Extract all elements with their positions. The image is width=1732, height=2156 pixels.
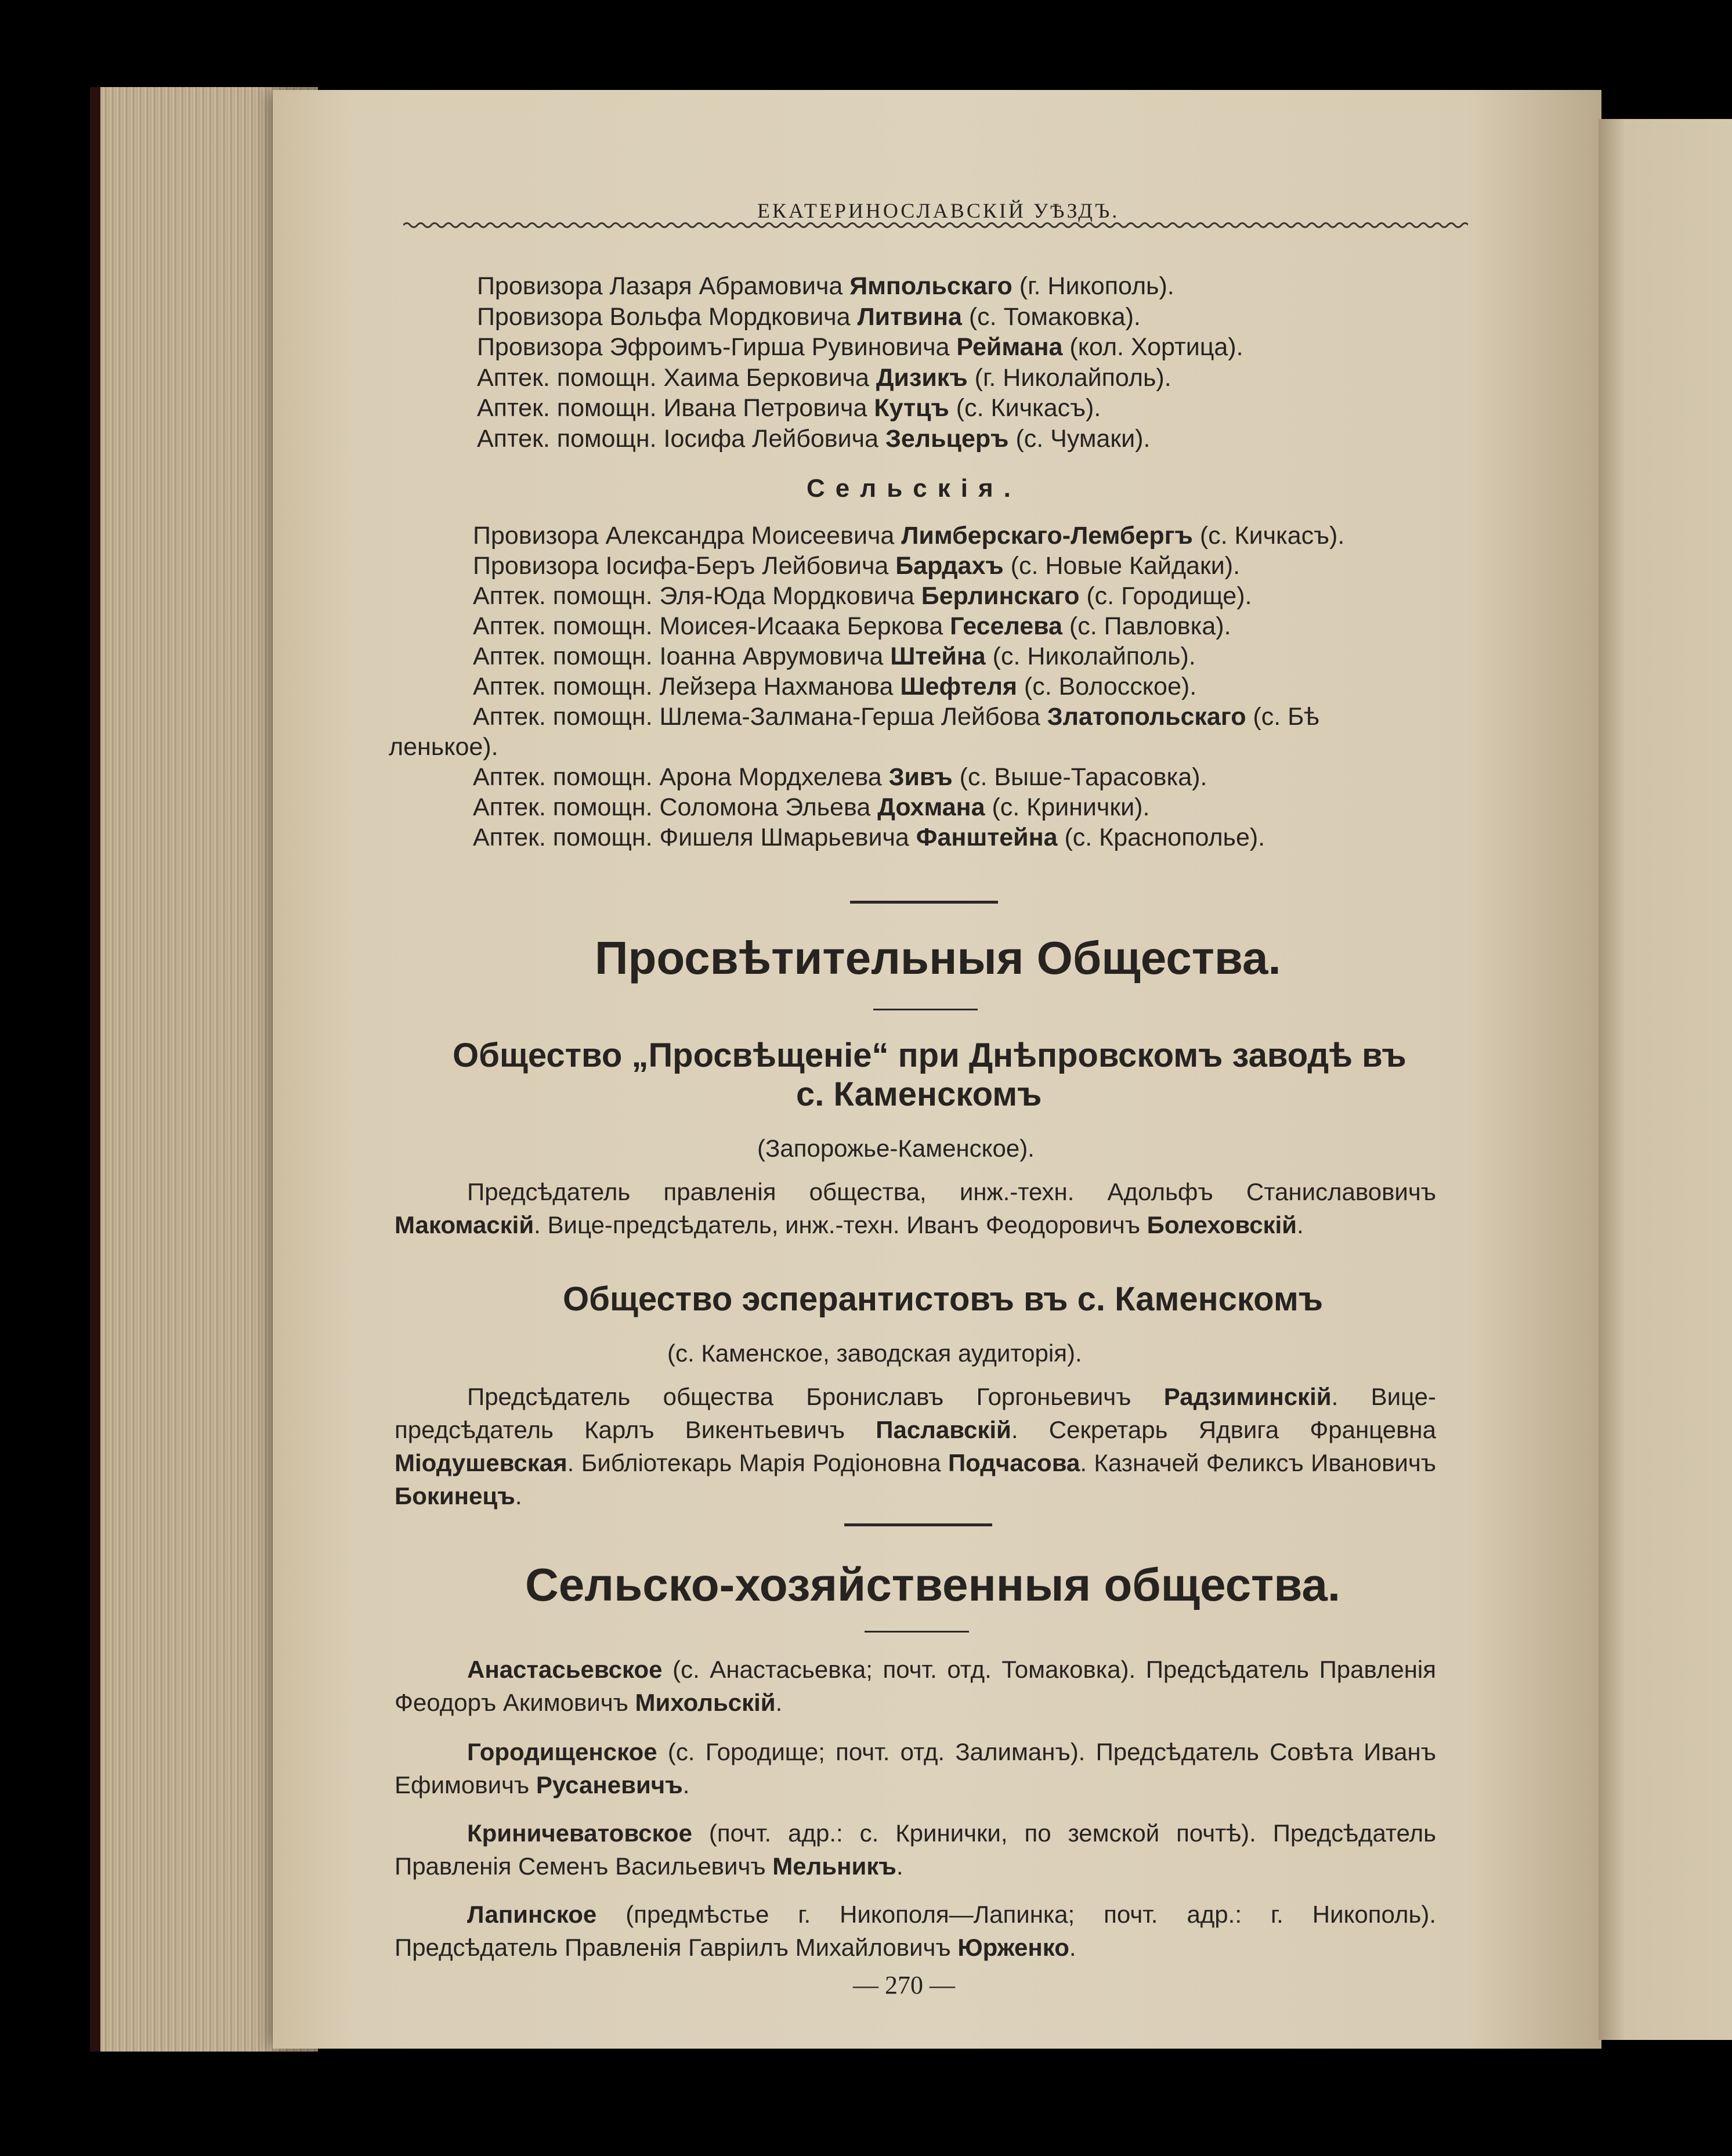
person-surname: Златопольскаго bbox=[1047, 703, 1246, 731]
entry-location: (с. Томаковка). bbox=[961, 302, 1141, 331]
list-item bbox=[473, 642, 1196, 671]
list-item bbox=[477, 272, 1174, 301]
section-title-educational: Просвѣтительныя Общества. bbox=[595, 932, 1281, 984]
person-name: Радзиминскій bbox=[1163, 1383, 1332, 1410]
facing-page bbox=[1599, 119, 1732, 2040]
header-wavy-rule bbox=[403, 219, 1468, 231]
society-location: (с. Каменское, заводская аудиторія). bbox=[667, 1339, 1082, 1367]
person-surname: Михольскій bbox=[635, 1689, 776, 1716]
entry-title: Аптек. помощн. Іоанна Аврумовича bbox=[473, 642, 891, 670]
entry-location: (с. Краснополье). bbox=[1057, 824, 1265, 851]
page-number: — 270 — bbox=[853, 1971, 955, 1999]
entry-location: (с. Городище). bbox=[1079, 582, 1252, 610]
person-surname: Зивъ bbox=[888, 763, 953, 791]
entry-title: Аптек. помощн. Ивана Петровича bbox=[477, 394, 874, 422]
list-item bbox=[473, 793, 1149, 822]
society-name: Криничеватовское bbox=[467, 1819, 692, 1847]
entry-title: ленькое). bbox=[389, 733, 498, 761]
text: . Казначей Феликсъ Ивановичъ bbox=[1080, 1449, 1437, 1476]
entry-location: (с. Выше-Тарасовка). bbox=[952, 763, 1207, 791]
list-item bbox=[473, 582, 1252, 611]
text: . bbox=[515, 1482, 522, 1509]
person-surname: Зельцеръ bbox=[885, 424, 1009, 453]
entry-title: Аптек. помощн. Шлема-Залмана-Герша Лейбова bbox=[473, 703, 1047, 731]
text: . bbox=[682, 1771, 690, 1799]
agri-society-entry bbox=[395, 1653, 1436, 1719]
divider-rule bbox=[850, 901, 998, 904]
entry-location: (кол. Хортица). bbox=[1062, 333, 1243, 361]
list-item bbox=[473, 612, 1231, 641]
entry-location: (г. Никополь). bbox=[1012, 272, 1174, 300]
text: . bbox=[775, 1689, 783, 1716]
list-item bbox=[473, 551, 1240, 580]
entry-location: (с. Кринички). bbox=[985, 793, 1150, 821]
entry-title: Аптек. помощн. Хаима Берковича bbox=[477, 363, 876, 392]
entry-title: Аптек. помощн. Соломона Эльева bbox=[473, 793, 878, 821]
entry-location: (с. Кичкасъ). bbox=[949, 394, 1101, 422]
list-item bbox=[477, 302, 1141, 331]
person-surname: Дохмана bbox=[877, 793, 985, 821]
society-title-line1: Общество „Просвѣщеніе“ при Днѣпровскомъ заводѣ въ bbox=[453, 1037, 1406, 1074]
entry-title: Провизора Вольфа Мордковича bbox=[477, 302, 858, 331]
entry-title: Провизора Лазаря Абрамовича bbox=[477, 272, 850, 300]
society-title: Общество эсперантистовъ въ с. Каменскомъ bbox=[563, 1280, 1324, 1318]
entry-title: Аптек. помощн. Фишеля Шмарьевича bbox=[473, 824, 916, 851]
divider-rule bbox=[873, 1009, 978, 1010]
entry-location: (с. Бѣ bbox=[1246, 703, 1319, 731]
person-surname: Бардахъ bbox=[895, 552, 1004, 580]
person-surname: Кутцъ bbox=[874, 394, 949, 422]
list-item bbox=[389, 732, 498, 761]
society-details: (почт. адр.: с. Кринички, по земской почтѣ). Предсѣдатель Правленія Семенъ Васильевичъ bbox=[395, 1819, 1436, 1880]
person-name: Паславскій bbox=[876, 1416, 1011, 1443]
person-surname: Шефтеля bbox=[900, 673, 1017, 700]
text: Предсѣдатель правленія общества, инж.-техн. Адольфъ Станиславовичъ bbox=[467, 1178, 1436, 1205]
society-title-line2: с. Каменскомъ bbox=[796, 1075, 1042, 1113]
list-item bbox=[473, 521, 1344, 550]
person-name: Бокинецъ bbox=[395, 1482, 515, 1509]
entry-title: Провизора Александра Моисеевича bbox=[473, 522, 902, 550]
running-head: ЕКАТЕРИНОСЛАВСКІЙ УѢЗДЪ. bbox=[757, 199, 1120, 222]
list-item bbox=[477, 424, 1150, 453]
list-item bbox=[473, 763, 1207, 792]
person-surname: Дизикъ bbox=[876, 363, 968, 392]
person-name: Міодушевская bbox=[395, 1449, 567, 1476]
society-name: Анастасьевское bbox=[467, 1656, 663, 1683]
person-surname: Фанштейна bbox=[916, 824, 1058, 851]
entry-location: (с. Павловка). bbox=[1062, 612, 1231, 640]
society-name: Лапинское bbox=[467, 1901, 597, 1928]
entry-location: (с. Николайполь). bbox=[985, 642, 1196, 670]
entry-location: (г. Николайполь). bbox=[967, 363, 1171, 392]
list-item bbox=[473, 823, 1265, 852]
person-surname: Лимберскаго-Лембергъ bbox=[901, 522, 1193, 550]
person-surname: Штейна bbox=[890, 642, 986, 670]
society-details: (предмѣстье г. Никополя—Лапинка; почт. адр.: г. Никополь). Предсѣдатель Правленія Гавріилъ Михайловичъ bbox=[395, 1901, 1436, 1961]
entry-title: Аптек. помощн. Іосифа Лейбовича bbox=[477, 424, 885, 453]
text: . bbox=[896, 1852, 903, 1880]
person-name: Макомаскій bbox=[395, 1211, 534, 1238]
text: . bbox=[1069, 1934, 1076, 1961]
entry-title: Провизора Іосифа-Беръ Лейбовича bbox=[473, 552, 896, 580]
person-surname: Мельникъ bbox=[772, 1852, 896, 1880]
text: . Вице-предсѣдатель, инж.-техн. Иванъ Феодоровичъ bbox=[534, 1211, 1147, 1238]
agri-society-entry bbox=[395, 1898, 1436, 1964]
rural-heading: Сельскія. bbox=[807, 474, 1021, 503]
section-title-agricultural: Сельско-хозяйственныя общества. bbox=[525, 1559, 1341, 1610]
person-surname: Русаневичъ bbox=[536, 1771, 683, 1799]
agri-society-entry bbox=[395, 1816, 1436, 1883]
list-item bbox=[477, 333, 1243, 362]
entry-location: (с. Кичкасъ). bbox=[1192, 522, 1345, 550]
text: Предсѣдатель общества Брониславъ Горгоньевичъ bbox=[467, 1383, 1164, 1410]
society-details: (с. Городище; почт. отд. Залиманъ). Предсѣдатель Совѣта Иванъ Ефимовичъ bbox=[395, 1738, 1436, 1799]
entry-location: (с. Новые Кайдаки). bbox=[1003, 552, 1241, 580]
entry-title: Аптек. помощн. Эля-Юда Мордковича bbox=[473, 582, 921, 610]
society-name: Городищенское bbox=[467, 1738, 657, 1765]
text: . Секретарь Ядвига Францевна bbox=[1011, 1416, 1436, 1443]
person-surname: Литвина bbox=[857, 302, 962, 331]
person-surname: Ямпольскаго bbox=[849, 272, 1013, 300]
entry-title: Аптек. помощн. Арона Мордхелева bbox=[473, 763, 889, 791]
entry-title: Аптек. помощн. Лейзера Нахманова bbox=[473, 673, 901, 700]
entry-location: (с. Чумаки). bbox=[1008, 424, 1151, 453]
person-name: Болеховскій bbox=[1147, 1211, 1297, 1238]
person-surname: Реймана bbox=[956, 333, 1063, 361]
list-item bbox=[473, 702, 1319, 731]
list-item bbox=[477, 363, 1171, 392]
divider-rule bbox=[865, 1631, 969, 1633]
entry-location: (с. Волосское). bbox=[1017, 673, 1197, 700]
agri-society-entry bbox=[395, 1735, 1436, 1801]
society-details: (с. Анастасьевка; почт. отд. Томаковка). Предсѣдатель Правленія Феодоръ Акимовичъ bbox=[395, 1656, 1436, 1716]
text: . bbox=[1296, 1211, 1304, 1238]
entry-title: Провизора Эфроимъ-Гирша Рувиновича bbox=[477, 333, 957, 361]
text: . Вице-предсѣдатель Карлъ Викентьевичъ bbox=[395, 1383, 1436, 1443]
entry-title: Аптек. помощн. Моисея-Исаака Беркова bbox=[473, 612, 950, 640]
person-surname: Юрженко bbox=[957, 1934, 1069, 1961]
society-paragraph bbox=[395, 1380, 1436, 1512]
person-surname: Берлинскаго bbox=[921, 582, 1080, 610]
society-paragraph bbox=[395, 1175, 1436, 1241]
person-surname: Геселева bbox=[950, 612, 1062, 640]
society-location: (Запорожье-Каменское). bbox=[757, 1135, 1035, 1162]
list-item bbox=[477, 393, 1101, 422]
person-name: Подчасова bbox=[948, 1449, 1080, 1476]
divider-rule bbox=[844, 1523, 992, 1526]
text: . Библіотекарь Марія Родіоновна bbox=[567, 1449, 948, 1476]
list-item bbox=[473, 672, 1196, 701]
